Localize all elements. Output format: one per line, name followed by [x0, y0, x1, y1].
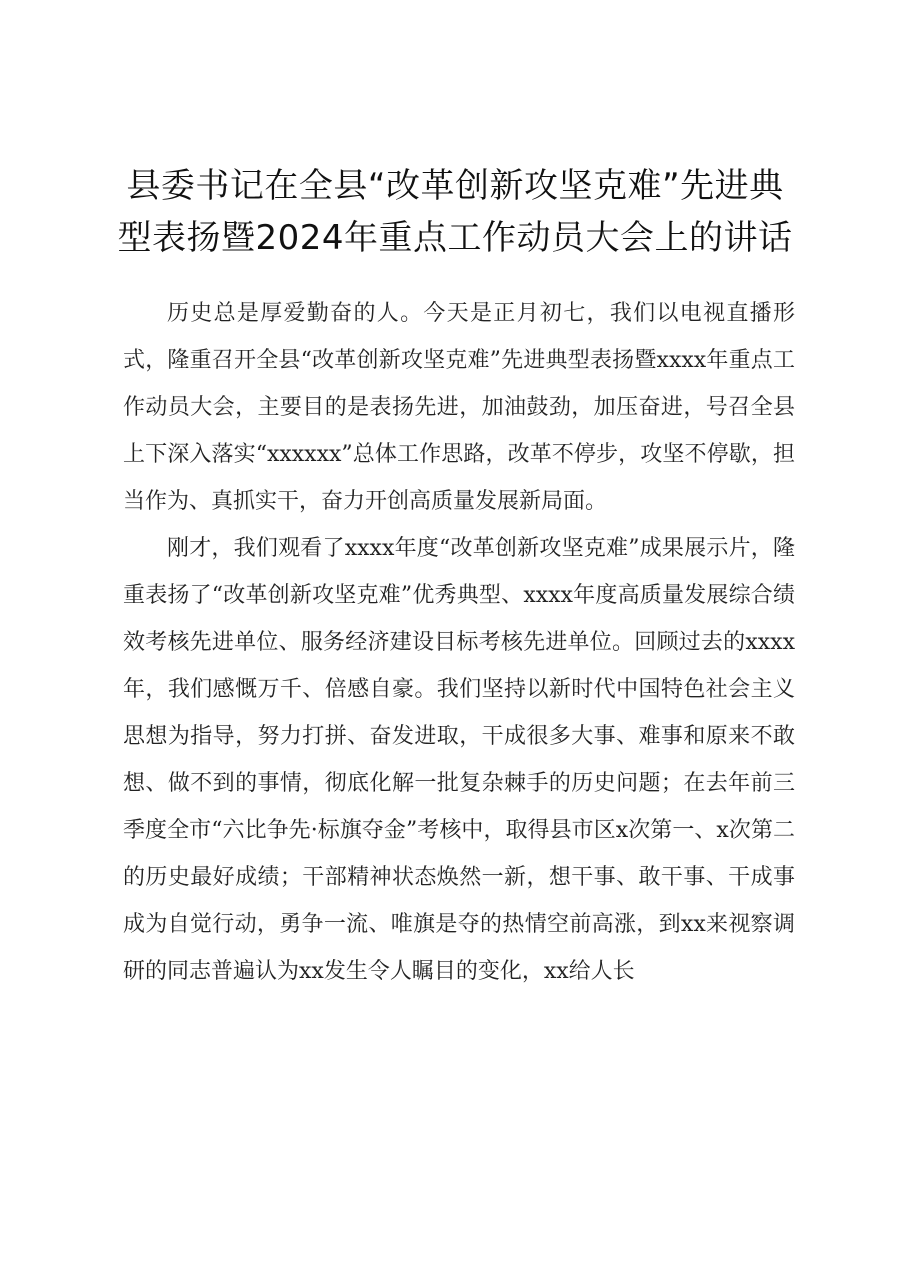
document-title — [110, 160, 800, 264]
paragraph-2: 刚才，我们观看了xxxx年度“改革创新攻坚克难”成果展示片，隆重表扬了“改革创新攻坚克难”优秀典型、xxxx年度高质量发展综合绩效考核先进单位、服务经济建设目标考核先进单位。回顾过去的xxxx年，我们感慨万千、倍感自豪。我们坚持以新时代中国特色社会主义思想为指导，努力打拼、奋发进取，干成很多大事、难事和原来不敢想、做不到的事情，彻底化解一批复杂棘手的历史问题；在去年前三季度全市“六比争先·标旗夺金”考核中，取得县市区x次第一、x次第二的历史最好成绩；干部精神状态焕然一新，想干事、敢干事、干成事成为自觉行动，勇争一流、唯旗是夺的热情空前高涨，到xx来视察调研的同志普遍认为xx发生令人瞩目的变化，xx给人长 — [123, 536, 795, 984]
document-body — [123, 290, 795, 995]
paragraph-1: 历史总是厚爱勤奋的人。今天是正月初七，我们以电视直播形式，隆重召开全县“改革创新攻坚克难”先进典型表扬暨xxxx年重点工作动员大会，主要目的是表扬先进，加油鼓劲，加压奋进，号召全县上下深入落实“xxxxxx”总体工作思路，改革不停步，攻坚不停歇，担当作为、真抓实干，奋力开创高质量发展新局面。 — [123, 301, 795, 514]
title-line-2: 型表扬暨2024年重点工作动员大会上的讲话 — [117, 218, 793, 258]
title-line-1: 县委书记在全县“改革创新攻坚克难”先进典 — [126, 166, 784, 206]
